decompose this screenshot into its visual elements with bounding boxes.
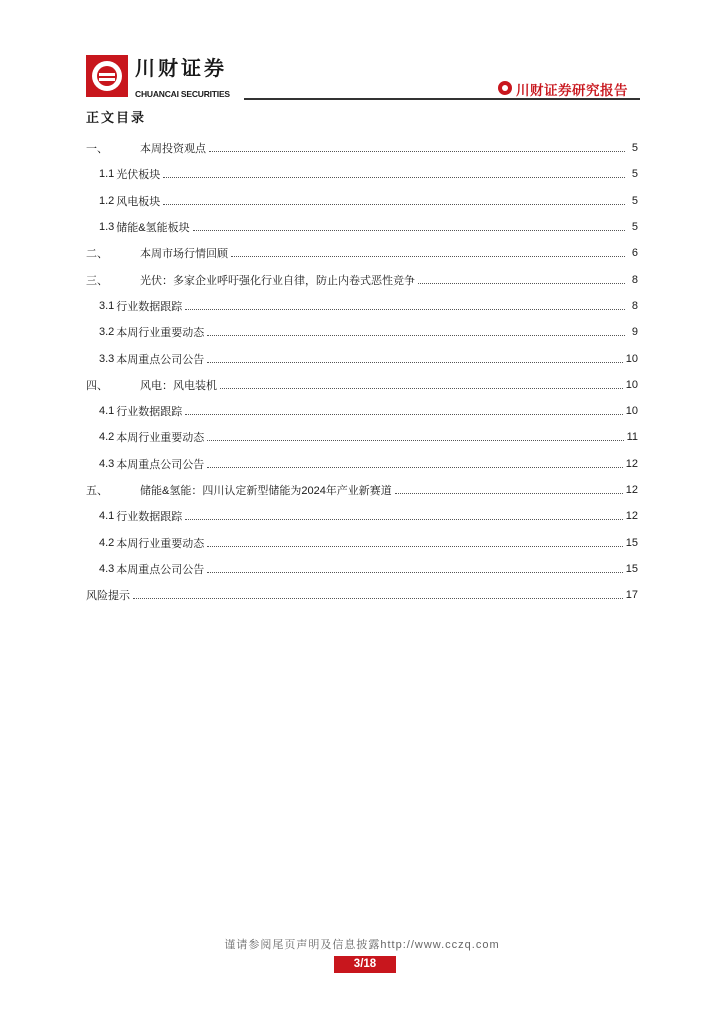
toc-leader-dots	[207, 334, 625, 336]
toc-entry-number: 一、	[86, 143, 108, 156]
toc-leader-dots	[418, 282, 625, 284]
toc-leader-dots	[231, 255, 625, 257]
toc-entry-page: 15	[625, 562, 638, 575]
toc-leader-dots	[185, 308, 625, 310]
toc-entry-page: 8	[631, 299, 638, 312]
toc-leader-dots	[133, 597, 623, 599]
toc-entry-label: 行业数据跟踪	[116, 406, 183, 419]
toc-entry-label: 本周重点公司公告	[116, 563, 205, 576]
toc-entry-label: 本周市场行情回顾	[140, 248, 228, 261]
toc-leader-dots	[193, 229, 625, 231]
toc-entry[interactable]	[86, 398, 638, 424]
toc-entry-page: 11	[626, 431, 638, 444]
toc-leader-dots	[395, 492, 623, 494]
toc-entry-label: 本周行业重要动态	[116, 432, 205, 445]
toc-entry-number: 四、	[86, 379, 108, 392]
toc-entry-label: 光伏板块	[116, 169, 161, 182]
toc-leader-dots	[207, 439, 623, 441]
toc-entry-label: 本周重点公司公告	[116, 353, 205, 366]
toc-entry[interactable]	[86, 582, 638, 608]
toc-entry-page: 12	[625, 457, 638, 470]
toc-leader-dots	[185, 518, 622, 520]
toc-entry-page: 8	[631, 273, 638, 286]
toc-title: 正文目录	[86, 110, 147, 125]
toc-entry[interactable]	[86, 161, 638, 187]
toc-entry-page: 10	[625, 352, 638, 365]
toc-entry-page: 12	[625, 510, 638, 523]
toc-entry[interactable]	[86, 293, 638, 319]
toc-entry[interactable]	[86, 266, 638, 292]
toc-entry-page: 10	[625, 405, 638, 418]
toc-entry-number: 4.3	[99, 457, 115, 470]
toc-entry[interactable]	[86, 556, 638, 582]
toc-leader-dots	[209, 150, 625, 152]
toc-entry-label: 本周投资观点	[140, 143, 206, 156]
toc-entry-number: 3.2	[99, 326, 115, 339]
toc-entry-label: 行业数据跟踪	[116, 300, 183, 313]
toc-entry-number: 4.3	[99, 562, 115, 575]
footer-disclaimer: 谨请参阅尾页声明及信息披露http://www.cczq.com	[224, 939, 500, 951]
toc-entry-label: 本周重点公司公告	[116, 458, 205, 471]
toc-entry-page: 15	[625, 536, 638, 549]
toc-entry-page: 5	[631, 221, 638, 234]
toc-entry-number: 五、	[86, 485, 108, 497]
page-number-badge: 3/18	[334, 956, 396, 973]
toc-entry[interactable]	[86, 503, 638, 529]
toc-entry-label: 风电板块	[116, 195, 161, 208]
toc-entry[interactable]	[86, 477, 638, 503]
logo-chinese-name: 川财证券	[135, 58, 227, 80]
logo-english-name: CHUANCAI SECURITIES	[135, 89, 230, 99]
logo-mark-icon	[86, 55, 128, 97]
toc-leader-dots	[207, 571, 622, 573]
toc-entry-number: 1.3	[99, 221, 115, 234]
toc-leader-dots	[207, 545, 622, 547]
toc-entry-page: 12	[625, 484, 638, 496]
page-header	[0, 0, 724, 110]
toc-entry-number: 4.1	[99, 510, 115, 523]
toc-entry-page: 9	[631, 326, 638, 339]
toc-entry[interactable]	[86, 240, 638, 266]
toc-entry-number: 三、	[86, 274, 108, 287]
toc-entry-number: 4.2	[99, 431, 115, 444]
toc-entry[interactable]	[86, 529, 638, 555]
toc-leader-dots	[220, 387, 623, 389]
toc-entry-number: 二、	[86, 248, 108, 261]
toc-leader-dots	[163, 176, 625, 178]
toc-entry-page: 5	[631, 168, 638, 181]
toc-entry-label: 光伏：多家企业呼吁强化行业自律，防止内卷式恶性竞争	[140, 274, 415, 287]
toc-entry-number: 4.2	[99, 536, 115, 549]
brand-circle-icon	[498, 81, 512, 95]
toc-entry[interactable]	[86, 188, 638, 214]
toc-entry-number: 1.2	[99, 194, 115, 207]
toc-entry-label: 行业数据跟踪	[116, 511, 183, 524]
toc-entry[interactable]	[86, 424, 638, 450]
toc-entry[interactable]	[86, 214, 638, 240]
toc-entry-label: 风险提示	[86, 590, 130, 603]
toc-entry-label: 风电：风电装机	[140, 379, 217, 392]
report-label-text: 川财证券研究报告	[516, 83, 628, 98]
toc-leader-dots	[207, 361, 622, 363]
table-of-contents	[86, 135, 638, 608]
toc-entry-number: 4.1	[99, 405, 115, 418]
toc-entry[interactable]	[86, 345, 638, 371]
toc-entry-number: 3.1	[99, 299, 115, 312]
toc-entry-page: 17	[625, 589, 638, 602]
header-divider	[244, 98, 640, 100]
toc-leader-dots	[185, 413, 622, 415]
toc-entry-number: 3.3	[99, 352, 115, 365]
toc-entry-page: 6	[631, 247, 638, 260]
toc-entry-label: 储能&氢能板块	[116, 222, 190, 235]
toc-entry-page: 5	[631, 194, 638, 207]
toc-entry[interactable]	[86, 135, 638, 161]
toc-entry-number: 1.1	[99, 168, 115, 181]
toc-entry[interactable]	[86, 451, 638, 477]
toc-entry-label: 储能&氢能：四川认定新型储能为2024年产业新赛道	[140, 485, 392, 497]
toc-entry-page: 10	[625, 378, 638, 391]
toc-entry[interactable]	[86, 372, 638, 398]
toc-entry[interactable]	[86, 319, 638, 345]
toc-entry-page: 5	[631, 142, 638, 155]
toc-leader-dots	[163, 203, 625, 205]
toc-entry-label: 本周行业重要动态	[116, 537, 205, 550]
toc-leader-dots	[207, 466, 622, 468]
toc-entry-label: 本周行业重要动态	[116, 327, 205, 340]
